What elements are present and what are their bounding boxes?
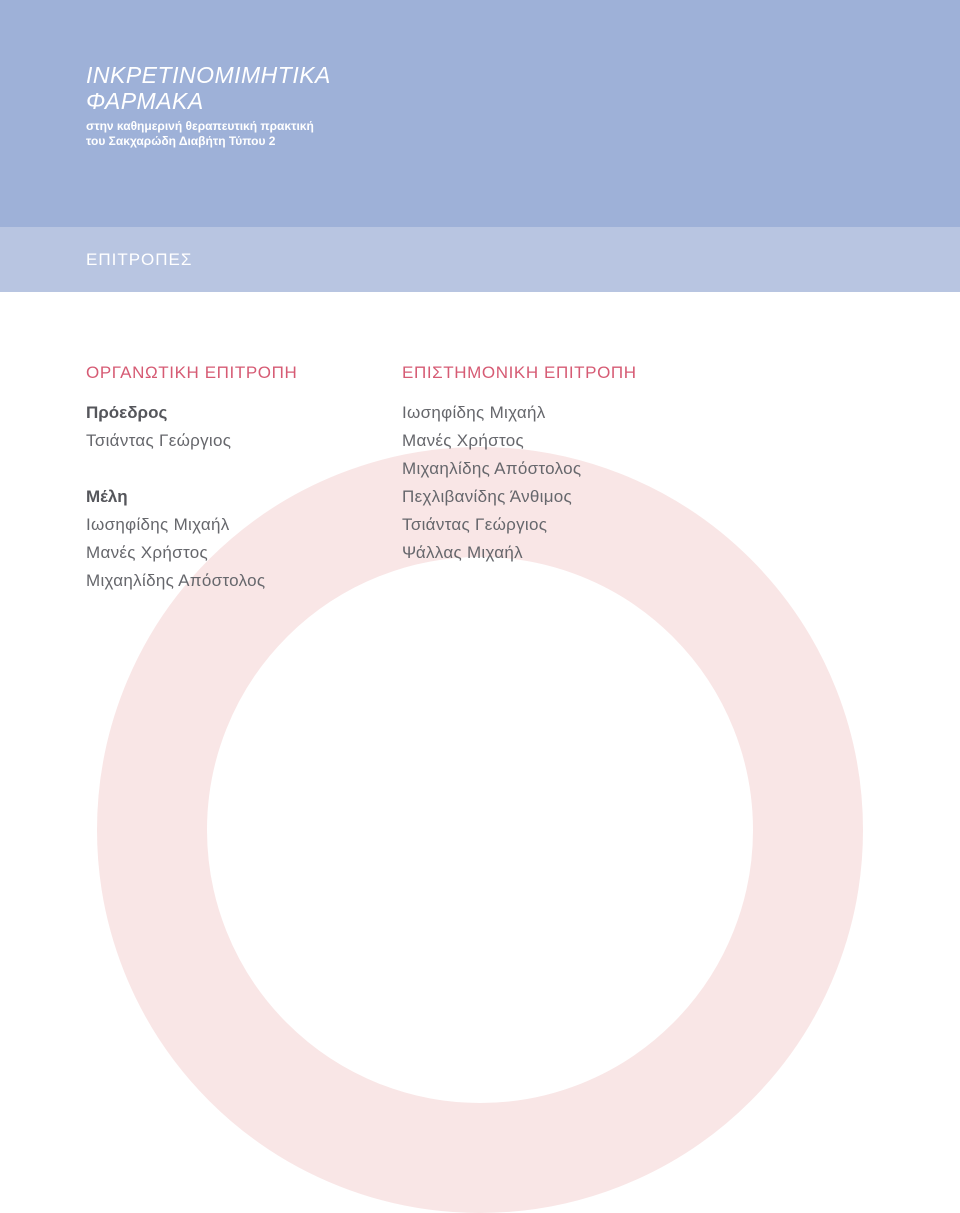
member-name: Ιωσηφίδης Μιχαήλ [86,515,230,534]
subtitle-line-2: του Σακχαρώδη Διαβήτη Τύπου 2 [86,134,276,148]
member-name: Μιχαηλίδης Απόστολος [86,571,266,590]
member-name: Ψάλλας Μιχαήλ [402,543,523,562]
title-line-2: ΦΑΡΜΑΚΑ [86,88,204,114]
section-title: ΕΠΙΤΡΟΠΕΣ [86,250,193,269]
member-name: Μανές Χρήστος [402,431,524,450]
document-title [86,62,406,114]
member-name: Μανές Χρήστος [86,543,208,562]
member-name: Πεχλιβανίδης Άνθιμος [402,487,573,506]
scientific-committee [402,360,732,567]
spacer [86,455,376,483]
members-label: Μέλη [86,487,128,506]
subtitle-line-1: στην καθημερινή θεραπευτική πρακτική [86,119,314,133]
president-name: Τσιάντας Γεώργιος [86,431,232,450]
document-subtitle [86,119,386,149]
organizing-committee [86,360,376,595]
scientific-members-list [402,399,732,567]
scientific-committee-heading: ΕΠΙΣΤΗΜΟΝΙΚΗ ΕΠΙΤΡΟΠΗ [402,363,637,382]
member-name: Ιωσηφίδης Μιχαήλ [402,403,546,422]
member-name: Τσιάντας Γεώργιος [402,515,548,534]
member-name: Μιχαηλίδης Απόστολος [402,459,582,478]
organizing-members-list [86,511,376,595]
president-label: Πρόεδρος [86,403,168,422]
title-line-1: INKΡΕΤΙΝΟΜΙΜΗΤΙΚΑ [86,62,331,88]
organizing-committee-heading: ΟΡΓΑΝΩΤΙΚΗ ΕΠΙΤΡΟΠΗ [86,363,298,382]
